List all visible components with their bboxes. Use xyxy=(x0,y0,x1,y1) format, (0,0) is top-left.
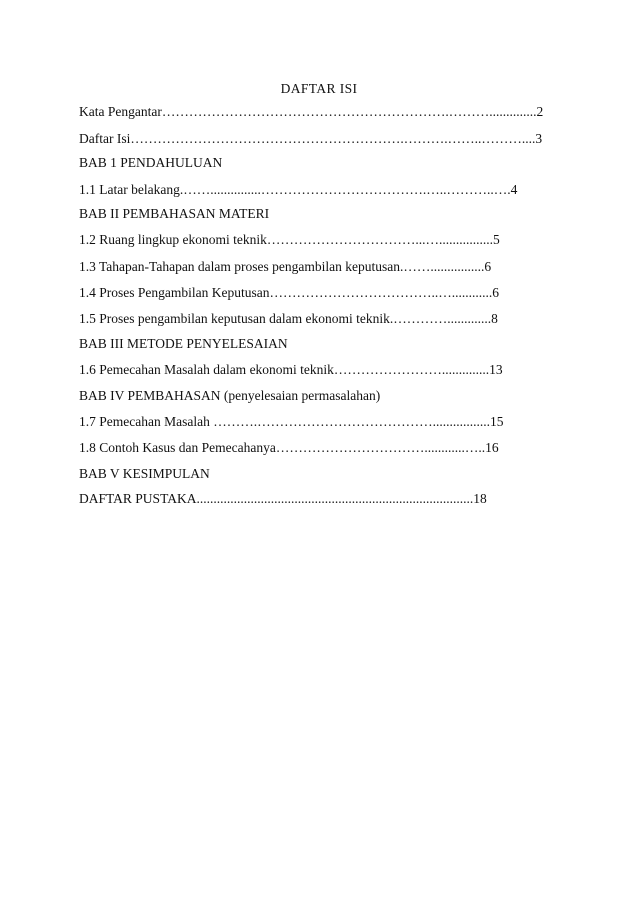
toc-entry-1-8: 1.8 Contoh Kasus dan Pemecahanya……………………………............…..16 xyxy=(79,440,499,455)
toc-entry-1-1: 1.1 Latar belakang.……...............……………………………….…..………..….4 xyxy=(79,182,518,197)
toc-entry-daftar-pustaka: DAFTAR PUSTAKA..................................................................................18 xyxy=(79,491,487,506)
toc-entry-bab-4: BAB IV PEMBAHASAN (penyelesaian permasalahan) xyxy=(79,388,381,403)
toc-entry-1-5: 1.5 Proses pengambilan keputusan dalam ekonomi teknik.………….............8 xyxy=(79,311,498,326)
toc-entry-bab-3: BAB III METODE PENYELESAIAN xyxy=(79,336,288,351)
toc-title: DAFTAR ISI xyxy=(280,81,358,96)
toc-entry-1-4: 1.4 Proses Pengambilan Keputusan………………………………..…............6 xyxy=(79,285,499,300)
toc-entry-daftar-isi: Daftar Isi…………………………………………………….……….……..………....3 xyxy=(79,131,543,146)
toc-entry-1-2: 1.2 Ruang lingkup ekonomi teknik……………………………...…................5 xyxy=(79,232,500,247)
toc-entry-bab-5: BAB V KESIMPULAN xyxy=(79,466,210,481)
toc-entry-1-6: 1.6 Pemecahan Masalah dalam ekonomi teknik……………………..............13 xyxy=(79,362,503,377)
toc-entry-bab-2: BAB II PEMBAHASAN MATERI xyxy=(79,206,270,221)
toc-entry-1-7: 1.7 Pemecahan Masalah ……….………………………………….................15 xyxy=(79,414,504,429)
toc-entry-kata-pengantar: Kata Pengantar……………………………………………………….………..............2 xyxy=(79,104,544,119)
toc-entry-bab-1: BAB 1 PENDAHULUAN xyxy=(79,155,223,170)
toc-entry-1-3: 1.3 Tahapan-Tahapan dalam proses pengambilan keputusan.……................6 xyxy=(79,259,492,274)
